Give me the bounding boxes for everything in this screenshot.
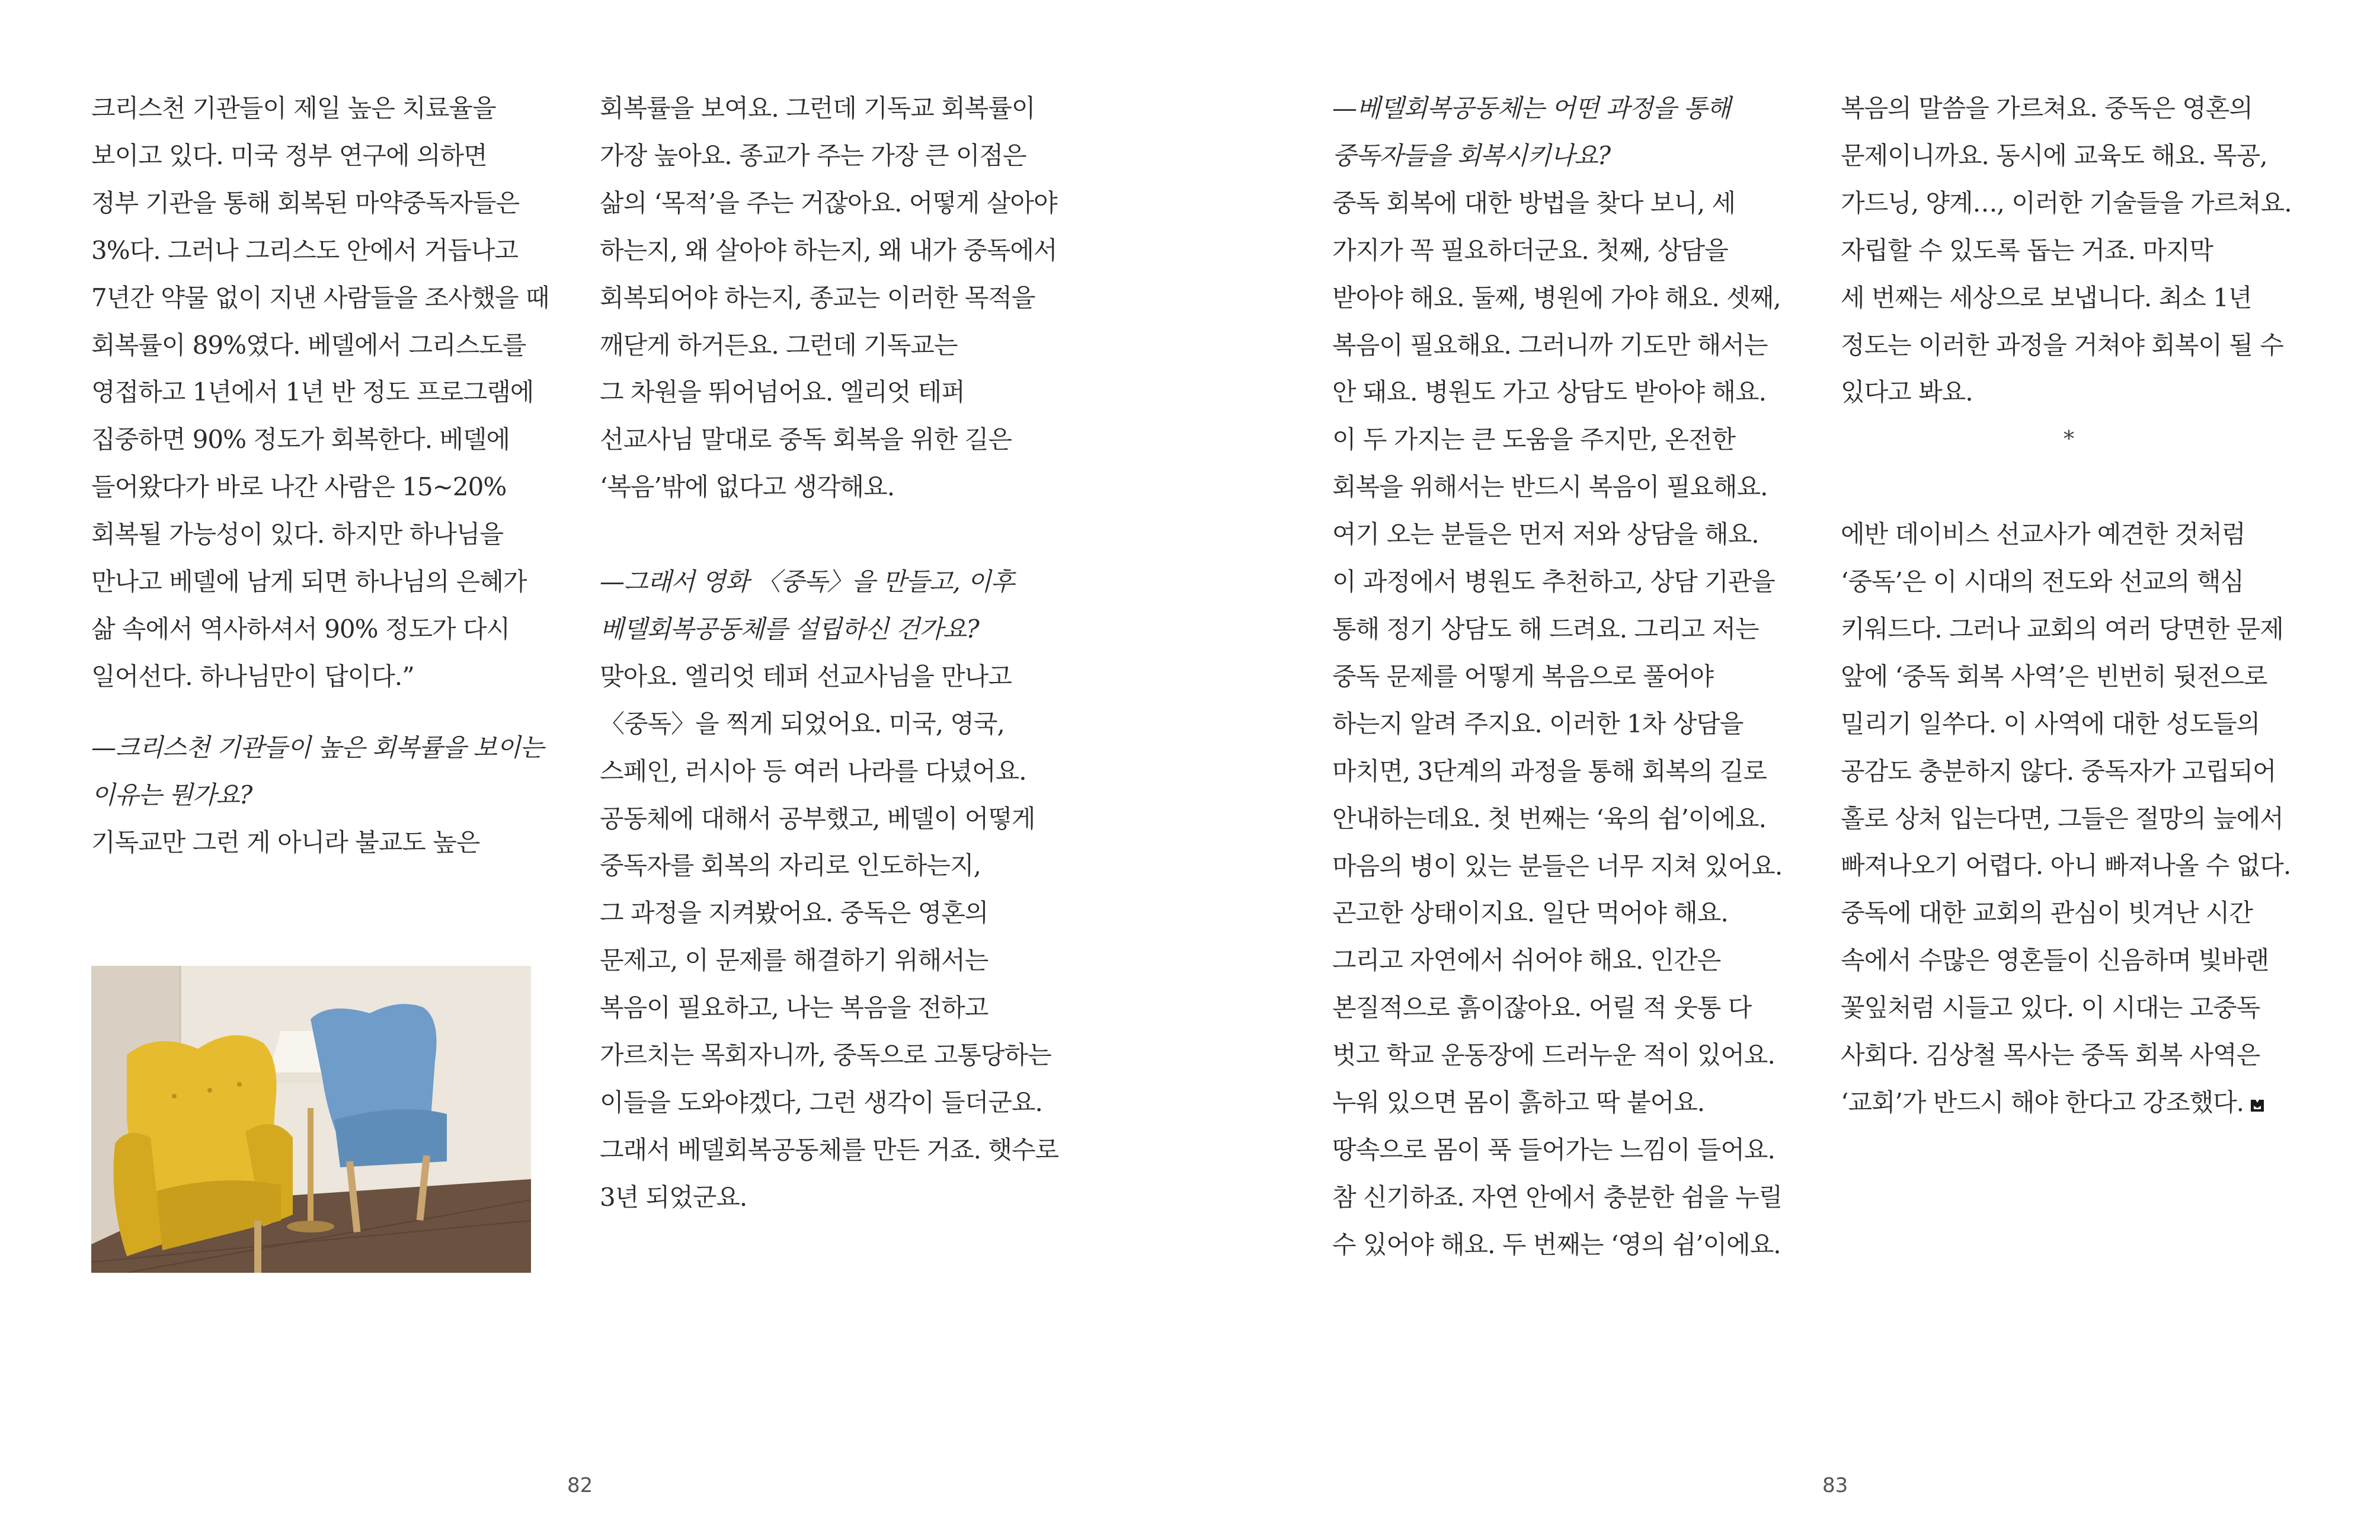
text-line: 복음이 필요하고, 나는 복음을 전하고 bbox=[600, 993, 989, 1023]
text-line: 땅속으로 몸이 푹 들어가는 느낌이 들어요. bbox=[1332, 1135, 1775, 1164]
text-line: 선교사님 말대로 중독 회복을 위한 길은 bbox=[600, 425, 1012, 454]
text-line: ‘교회’가 반드시 해야 한다고 강조했다. bbox=[1841, 1079, 2333, 1126]
text-line: 중독에 대한 교회의 관심이 빗겨난 시간 bbox=[1841, 898, 2253, 928]
text-line: 일어선다. 하나님만이 답이다.” bbox=[91, 661, 414, 691]
text-line: 중독 문제를 어떻게 복음으로 풀어야 bbox=[1332, 661, 1713, 691]
text-line: 그 과정을 지켜봤어요. 중독은 영혼의 bbox=[600, 898, 989, 928]
right-page bbox=[1190, 0, 2380, 1540]
text-line: 깨닫게 하거든요. 그런데 기독교는 bbox=[600, 330, 958, 360]
text-line: 정도는 이러한 과정을 거쳐야 회복이 될 수 bbox=[1841, 330, 2283, 360]
left-page-column-2 bbox=[600, 85, 1092, 1221]
text-line: 받아야 해요. 둘째, 병원에 가야 해요. 셋째, bbox=[1332, 283, 1781, 312]
text-line: 기독교만 그런 게 아니라 불교도 높은 bbox=[91, 827, 480, 857]
text-line: 에반 데이비스 선교사가 예견한 것처럼 bbox=[1841, 520, 2245, 549]
interview-question bbox=[91, 724, 583, 819]
text-line: 마음의 병이 있는 분들은 너무 지쳐 있어요. bbox=[1332, 851, 1783, 881]
text-line: 회복을 위해서는 반드시 복음이 필요해요. bbox=[1332, 472, 1768, 502]
text-line: 홀로 상처 입는다면, 그들은 절망의 늪에서 bbox=[1841, 803, 2283, 833]
text-line: 영접하고 1년에서 1년 반 정도 프로그램에 bbox=[91, 377, 534, 407]
text-line: 누워 있으면 몸이 흙하고 딱 붙어요. bbox=[1332, 1088, 1705, 1118]
text-line: 복음이 필요해요. 그러니까 기도만 해서는 bbox=[1332, 330, 1768, 360]
text-line: 빠져나오기 어렵다. 아니 빠져나올 수 없다. bbox=[1841, 851, 2291, 881]
text-line: 이들을 도와야겠다, 그런 생각이 들더군요. bbox=[600, 1088, 1042, 1118]
paragraph bbox=[600, 85, 1092, 511]
text-line: ‘중독’은 이 시대의 전도와 선교의 핵심 bbox=[1841, 567, 2244, 597]
text-line: 복음의 말씀을 가르쳐요. 중독은 영혼의 bbox=[1841, 94, 2253, 123]
text-line: 키워드다. 그러나 교회의 여러 당면한 문제 bbox=[1841, 614, 2283, 643]
text-line: 가장 높아요. 종교가 주는 가장 큰 이점은 bbox=[600, 140, 1026, 170]
closing-paragraph bbox=[1841, 511, 2333, 1126]
text-line: 그래서 베델회복공동체를 만든 거죠. 햇수로 bbox=[600, 1135, 1059, 1164]
text-line: 이유는 뭔가요? bbox=[91, 780, 252, 809]
text-line: 가지가 꼭 필요하더군요. 첫째, 상담을 bbox=[1332, 235, 1728, 265]
text-line: 본질적으로 흙이잖아요. 어릴 적 웃통 다 bbox=[1332, 993, 1752, 1023]
text-line: 중독자를 회복의 자리로 인도하는지, bbox=[600, 851, 981, 881]
text-line: 그 차원을 뛰어넘어요. 엘리엇 테퍼 bbox=[600, 377, 965, 407]
text-line: 벗고 학교 운동장에 드러누운 적이 있어요. bbox=[1332, 1040, 1775, 1070]
text-line: 밀리기 일쑤다. 이 사역에 대한 성도들의 bbox=[1841, 709, 2260, 738]
text-line: 안 돼요. 병원도 가고 상담도 받아야 해요. bbox=[1332, 377, 1766, 407]
armchairs-photo bbox=[91, 966, 531, 1273]
text-line: 하는지, 왜 살아야 하는지, 왜 내가 중독에서 bbox=[600, 235, 1057, 265]
text-line: 삶의 ‘목적’을 주는 거잖아요. 어떻게 살아야 bbox=[600, 188, 1057, 217]
text-line: 집중하면 90% 정도가 회복한다. 베델에 bbox=[91, 425, 510, 454]
text-line: 회복되어야 하는지, 종교는 이러한 목적을 bbox=[600, 283, 1035, 312]
text-line: 속에서 수많은 영혼들이 신음하며 빛바랜 bbox=[1841, 946, 2269, 975]
text-line: 참 신기하죠. 자연 안에서 충분한 쉼을 누릴 bbox=[1332, 1182, 1783, 1212]
text-line: 마치면, 3단계의 과정을 통해 회복의 길로 bbox=[1332, 756, 1767, 786]
text-line: —베델회복공동체는 어떤 과정을 통해 bbox=[1332, 94, 1730, 123]
text-line: 가드닝, 양계…, 이러한 기술들을 가르쳐요. bbox=[1841, 188, 2292, 217]
interview-answer bbox=[91, 819, 583, 866]
text-line: 있다고 봐요. bbox=[1841, 377, 1973, 407]
text-line: 만나고 베델에 남게 되면 하나님의 은혜가 bbox=[91, 567, 527, 597]
interview-answer bbox=[1332, 180, 1824, 1269]
text-line: 보이고 있다. 미국 정부 연구에 의하면 bbox=[91, 140, 487, 170]
text-line: 수 있어야 해요. 두 번째는 ‘영의 쉼’이에요. bbox=[1332, 1230, 1781, 1259]
text-line: 여기 오는 분들은 먼저 저와 상담을 해요. bbox=[1332, 520, 1759, 549]
text-line: ‘복음’밖에 없다고 생각해요. bbox=[600, 472, 895, 502]
left-page-column-1 bbox=[91, 85, 583, 866]
text-line: 회복률을 보여요. 그런데 기독교 회복률이 bbox=[600, 94, 1035, 123]
text-line: —그래서 영화 〈중독〉을 만들고, 이후 bbox=[600, 567, 1015, 597]
paragraph bbox=[1841, 85, 2333, 416]
text-line: 안내하는데요. 첫 번째는 ‘육의 쉼’이에요. bbox=[1332, 803, 1766, 833]
right-page-column-2 bbox=[1841, 85, 2333, 1126]
text-line: 7년간 약물 없이 지낸 사람들을 조사했을 때 bbox=[91, 283, 549, 312]
text-line: 꽃잎처럼 시들고 있다. 이 시대는 고중독 bbox=[1841, 993, 2260, 1023]
text-line: 통해 정기 상담도 해 드려요. 그리고 저는 bbox=[1332, 614, 1759, 643]
text-line: 3년 되었군요. bbox=[600, 1182, 747, 1212]
text-line: 3%다. 그러나 그리스도 안에서 거듭나고 bbox=[91, 235, 518, 265]
text-line: 공동체에 대해서 공부했고, 베델이 어떻게 bbox=[600, 803, 1035, 833]
text-line: 맞아요. 엘리엇 테퍼 선교사님을 만나고 bbox=[600, 661, 1012, 691]
text-line: 들어왔다가 바로 나간 사람은 15~20% bbox=[91, 472, 507, 502]
text-line: 문제이니까요. 동시에 교육도 해요. 목공, bbox=[1841, 140, 2267, 170]
text-line: 정부 기관을 통해 회복된 마약중독자들은 bbox=[91, 188, 520, 217]
text-line: —크리스천 기관들이 높은 회복률을 보이는 bbox=[91, 732, 544, 762]
text-line: 그리고 자연에서 쉬어야 해요. 인간은 bbox=[1332, 946, 1721, 975]
text-line: 곤고한 상태이지요. 일단 먹어야 해요. bbox=[1332, 898, 1728, 928]
text-line: 하는지 알려 주지요. 이러한 1차 상담을 bbox=[1332, 709, 1744, 738]
text-line: 중독자들을 회복시키나요? bbox=[1332, 140, 1611, 170]
end-mark-icon bbox=[2250, 1097, 2265, 1113]
text-line: 이 두 가지는 큰 도움을 주지만, 온전한 bbox=[1332, 425, 1736, 454]
text-line: 사회다. 김상철 목사는 중독 회복 사역은 bbox=[1841, 1040, 2260, 1070]
paragraph bbox=[91, 85, 583, 700]
page-number: 83 bbox=[1822, 1474, 1848, 1497]
text-line: 회복될 가능성이 있다. 하지만 하나님을 bbox=[91, 520, 503, 549]
text-line: 세 번째는 세상으로 보냅니다. 최소 1년 bbox=[1841, 283, 2252, 312]
text-line: 삶 속에서 역사하셔서 90% 정도가 다시 bbox=[91, 614, 510, 643]
page-number: 82 bbox=[567, 1474, 593, 1497]
section-separator: * bbox=[2064, 427, 2074, 452]
interview-question bbox=[1332, 85, 1824, 180]
text-line: 중독 회복에 대한 방법을 찾다 보니, 세 bbox=[1332, 188, 1736, 217]
text-line: 스페인, 러시아 등 여러 나라를 다녔어요. bbox=[600, 756, 1026, 786]
text-line: 앞에 ‘중독 회복 사역’은 빈번히 뒷전으로 bbox=[1841, 661, 2267, 691]
text-line: 크리스천 기관들이 제일 높은 치료율을 bbox=[91, 94, 496, 123]
interview-question bbox=[600, 558, 1092, 653]
text-line: 문제고, 이 문제를 해결하기 위해서는 bbox=[600, 946, 989, 975]
text-line: 자립할 수 있도록 돕는 거죠. 마지막 bbox=[1841, 235, 2213, 265]
interview-answer bbox=[600, 653, 1092, 1221]
right-page-column-1 bbox=[1332, 85, 1824, 1269]
text-line: 회복률이 89%였다. 베델에서 그리스도를 bbox=[91, 330, 526, 360]
text-line: 이 과정에서 병원도 추천하고, 상담 기관을 bbox=[1332, 567, 1775, 597]
text-line: 가르치는 목회자니까, 중독으로 고통당하는 bbox=[600, 1040, 1051, 1070]
text-line: 베델회복공동체를 설립하신 건가요? bbox=[600, 614, 979, 643]
text-line: 〈중독〉을 찍게 되었어요. 미국, 영국, bbox=[600, 709, 1005, 738]
text-line: 공감도 충분하지 않다. 중독자가 고립되어 bbox=[1841, 756, 2276, 786]
